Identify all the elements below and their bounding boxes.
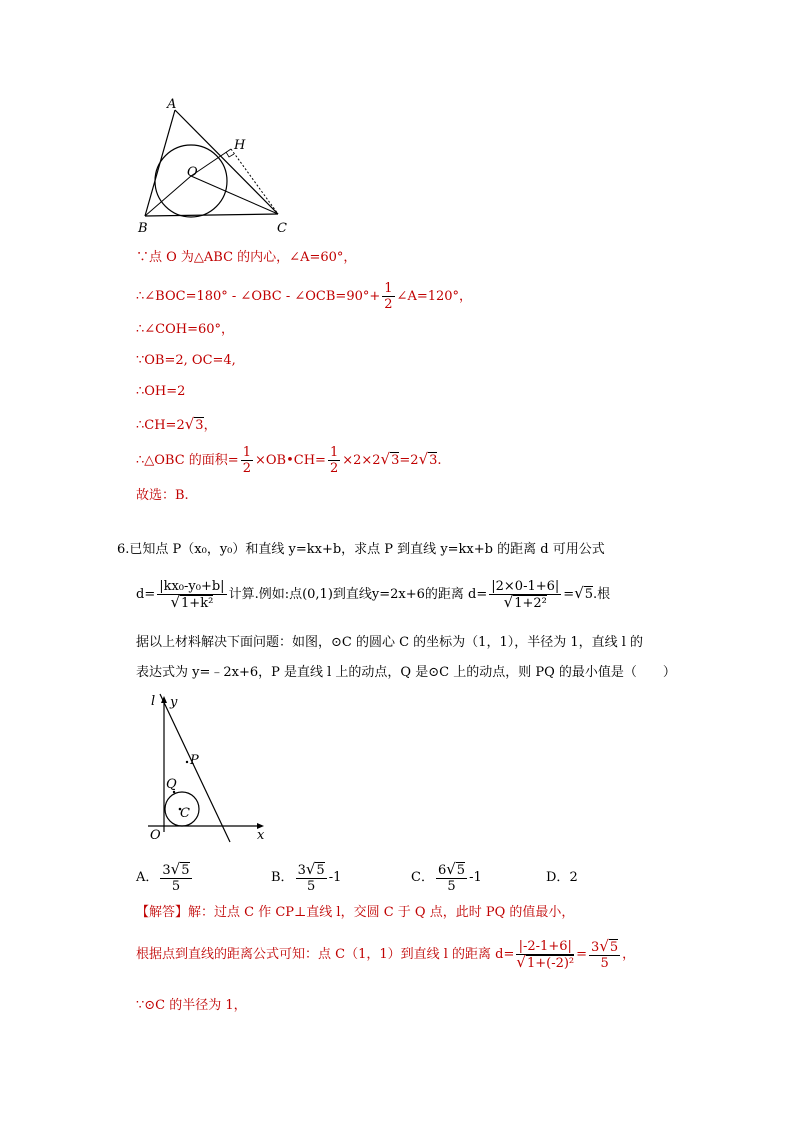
solution5-line2-tail: ∠A=120°， xyxy=(396,289,473,304)
fraction-half-1: $\frac{1}{2}$ xyxy=(242,445,251,476)
sqrt-3: 3 xyxy=(195,418,204,433)
solution5-line3: ∴∠COH=60°， xyxy=(136,322,235,337)
solution5-line4: ∵OB=2, OC=4, xyxy=(136,353,236,368)
option-a: A． $\frac{3√5}{5}$ xyxy=(136,859,190,894)
circle-line-figure xyxy=(138,692,273,847)
solution5-line2 xyxy=(136,281,472,311)
example-distance: $\frac{|2\times 0-1+6|}{\text{√1+2²}}$ xyxy=(491,578,560,611)
label-l: l xyxy=(151,694,156,709)
label-o: O xyxy=(187,165,198,180)
side-ac xyxy=(175,110,278,214)
fraction-half: $\frac{1}{2}$ xyxy=(384,281,393,312)
question6-line3: 据以上材料解决下面问题：如图，⊙C 的圆心 C 的坐标为（1，1），半径为 1，直线 l 的 xyxy=(136,635,644,650)
label-p: P xyxy=(190,753,199,768)
question6-line2: d= $\frac{\text{|kx₀-y₀+b|}}{\text{√1+k²}}$ 计算.例如:点(0,1)到直线y=2x+6的距离 d= $\frac{|2\times 0-1+6|}{\text{√1+2²}}$ =√5.根 xyxy=(136,578,611,611)
solution5-line6: ∴CH=2√3， xyxy=(136,415,217,433)
label-a: A xyxy=(167,97,177,112)
question6-line4: 表达式为 y=﹣2x+6，P 是直线 l 上的动点，Q 是⊙C 上的动点，则 PQ 的最小值是（ ） xyxy=(136,665,676,680)
solution5-line5: ∴OH=2 xyxy=(136,384,186,399)
label-c2: C xyxy=(180,806,190,821)
solution5-answer: 故选：B. xyxy=(136,488,189,503)
label-y: y xyxy=(170,695,178,710)
label-q: Q xyxy=(166,777,177,792)
triangle-incircle-figure xyxy=(130,92,300,242)
solution-result: $\frac{3√5}{5}$ xyxy=(591,936,619,971)
solution6-line2: 根据点到直线的距离公式可知：点 C（1，1）到直线 l 的距离 d= $\frac{|-2-1+6|}{\text{√1+(-2)²}}$ = $\frac{3√5}{5}$ ， xyxy=(136,936,636,971)
segment-oc xyxy=(191,176,278,214)
option-d: D．2 xyxy=(546,870,578,885)
question6-line1: 6.已知点 P（x₀，y₀）和直线 y=kx+b，求点 P 到直线 y=kx+b 的距离 d 可用公式 xyxy=(117,542,605,557)
segment-ob xyxy=(145,176,191,216)
point-p-dot xyxy=(186,761,188,763)
solution5-line7: ∴△OBC 的面积= $\frac{1}{2}$ ×OB•CH= $\frac{1}{2}$ ×2×2√3=2√3. xyxy=(136,445,442,476)
label-b: B xyxy=(138,221,148,236)
solution5-line2-text: ∴∠BOC=180° - ∠OBC - ∠OCB=90°+ xyxy=(136,289,381,304)
right-angle-mark xyxy=(226,152,234,157)
solution-tag: 【解答】 xyxy=(136,905,189,920)
option-c: C． $\frac{6√5}{5}$ -1 xyxy=(411,859,482,894)
fraction-half-2: $\frac{1}{2}$ xyxy=(329,445,339,476)
label-c: C xyxy=(277,221,287,236)
solution5-line1: ∵点 O 为△ABC 的内心，∠A=60°， xyxy=(136,250,357,265)
label-x: x xyxy=(257,828,265,843)
label-h: H xyxy=(234,138,246,153)
solution6-line3: ∵⊙C 的半径为 1， xyxy=(136,998,247,1013)
solution6-line1: 【解答】解：过点 C 作 CP⊥直线 l，交圆 C 于 Q 点，此时 PQ 的值最小， xyxy=(136,905,575,920)
distance-formula: $\frac{\text{|kx₀-y₀+b|}}{\text{√1+k²}}$ xyxy=(159,578,225,611)
option-b: B． $\frac{3√5}{5}$ -1 xyxy=(271,859,342,894)
solution-distance: $\frac{|-2-1+6|}{\text{√1+(-2)²}}$ xyxy=(516,938,575,971)
side-bc xyxy=(145,214,278,216)
incircle xyxy=(155,145,227,217)
label-o2: O xyxy=(150,828,161,843)
